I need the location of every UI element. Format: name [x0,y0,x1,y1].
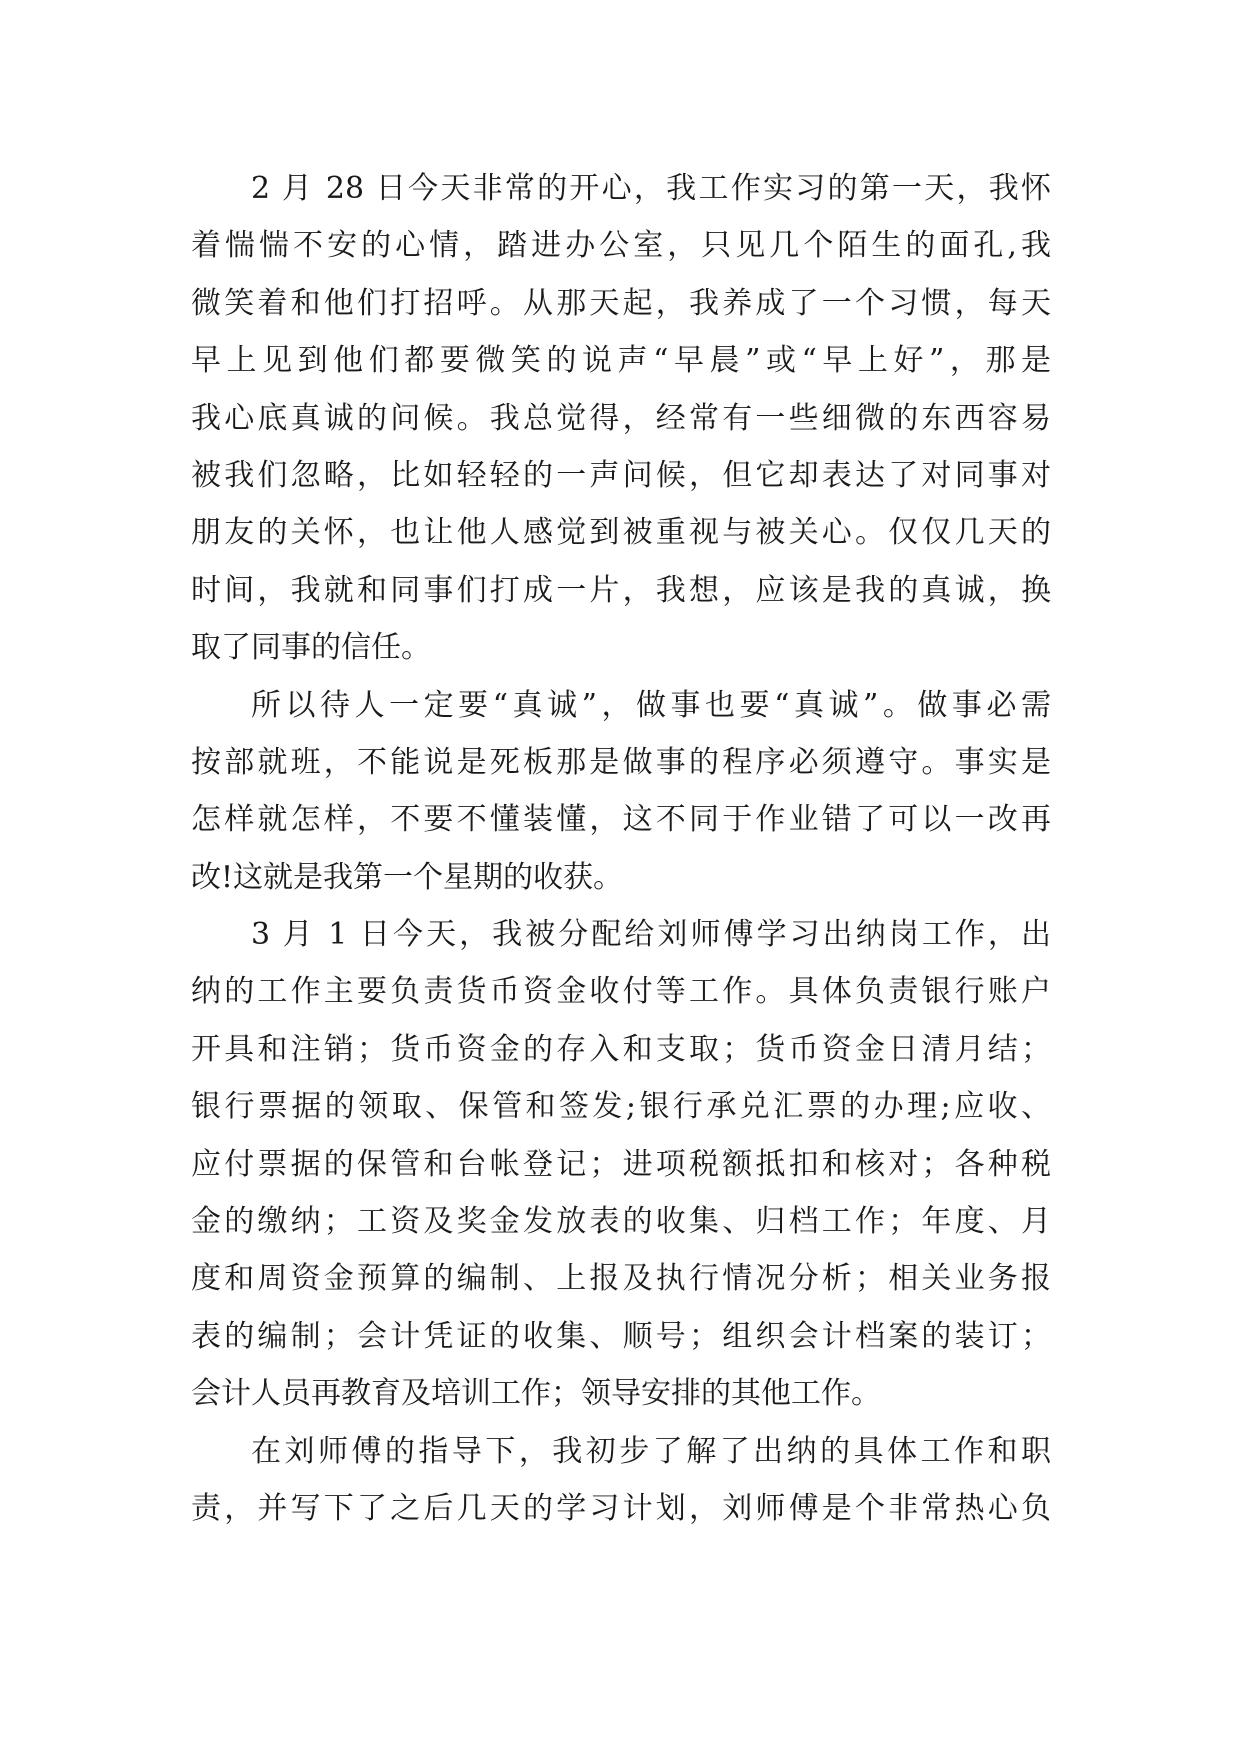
text-line: 金的缴纳；工资及奖金发放表的收集、归档工作；年度、月 [191,1204,1051,1240]
text-line: 改!这就是我第一个星期的收获。 [191,859,624,895]
document-body [191,160,1051,1537]
text-line: 开具和注销；货币资金的存入和支取；货币资金日清月结； [191,1031,1051,1067]
text-line: 3 月 1 日今天，我被分配给刘师傅学习出纳岗工作，出 [251,917,1051,953]
text-line: 我心底真诚的问候。我总觉得，经常有一些细微的东西容易 [191,400,1051,436]
text-line: 表的编制；会计凭证的收集、顺号；组织会计档案的装订； [191,1318,1051,1354]
text-line: 时间，我就和同事们打成一片，我想，应该是我的真诚，换 [191,572,1051,608]
text-line: 会计人员再教育及培训工作；领导安排的其他工作。 [191,1376,881,1412]
text-line: 责，并写下了之后几天的学习计划，刘师傅是个非常热心负 [191,1490,1051,1526]
text-line: 银行票据的领取、保管和签发;银行承兑汇票的办理;应收、 [191,1089,1051,1125]
text-line: 早上见到他们都要微笑的说声“早晨”或“早上好”，那是 [191,343,1051,379]
text-line: 应付票据的保管和台帐登记；进项税额抵扣和核对；各种税 [191,1146,1051,1182]
text-line: 在刘师傅的指导下，我初步了解了出纳的具体工作和职 [251,1433,1051,1469]
text-line: 被我们忽略，比如轻轻的一声问候，但它却表达了对同事对 [191,457,1051,493]
text-line: 着惴惴不安的心情，踏进办公室，只见几个陌生的面孔,我 [191,228,1051,264]
text-line: 微笑着和他们打招呼。从那天起，我养成了一个习惯，每天 [191,285,1051,321]
text-line: 按部就班，不能说是死板那是做事的程序必须遵守。事实是 [191,744,1051,780]
text-line: 度和周资金预算的编制、上报及执行情况分析；相关业务报 [191,1261,1051,1297]
text-line: 所以待人一定要“真诚”，做事也要“真诚”。做事必需 [251,687,1051,723]
text-line: 怎样就怎样，不要不懂装懂，这不同于作业错了可以一改再 [191,802,1051,838]
text-line: 2 月 28 日今天非常的开心，我工作实习的第一天，我怀 [251,171,1051,206]
text-line: 朋友的关怀，也让他人感觉到被重视与被关心。仅仅几天的 [191,515,1051,551]
text-line: 纳的工作主要负责货币资金收付等工作。具体负责银行账户 [191,974,1051,1010]
text-line: 取了同事的信任。 [191,630,431,666]
